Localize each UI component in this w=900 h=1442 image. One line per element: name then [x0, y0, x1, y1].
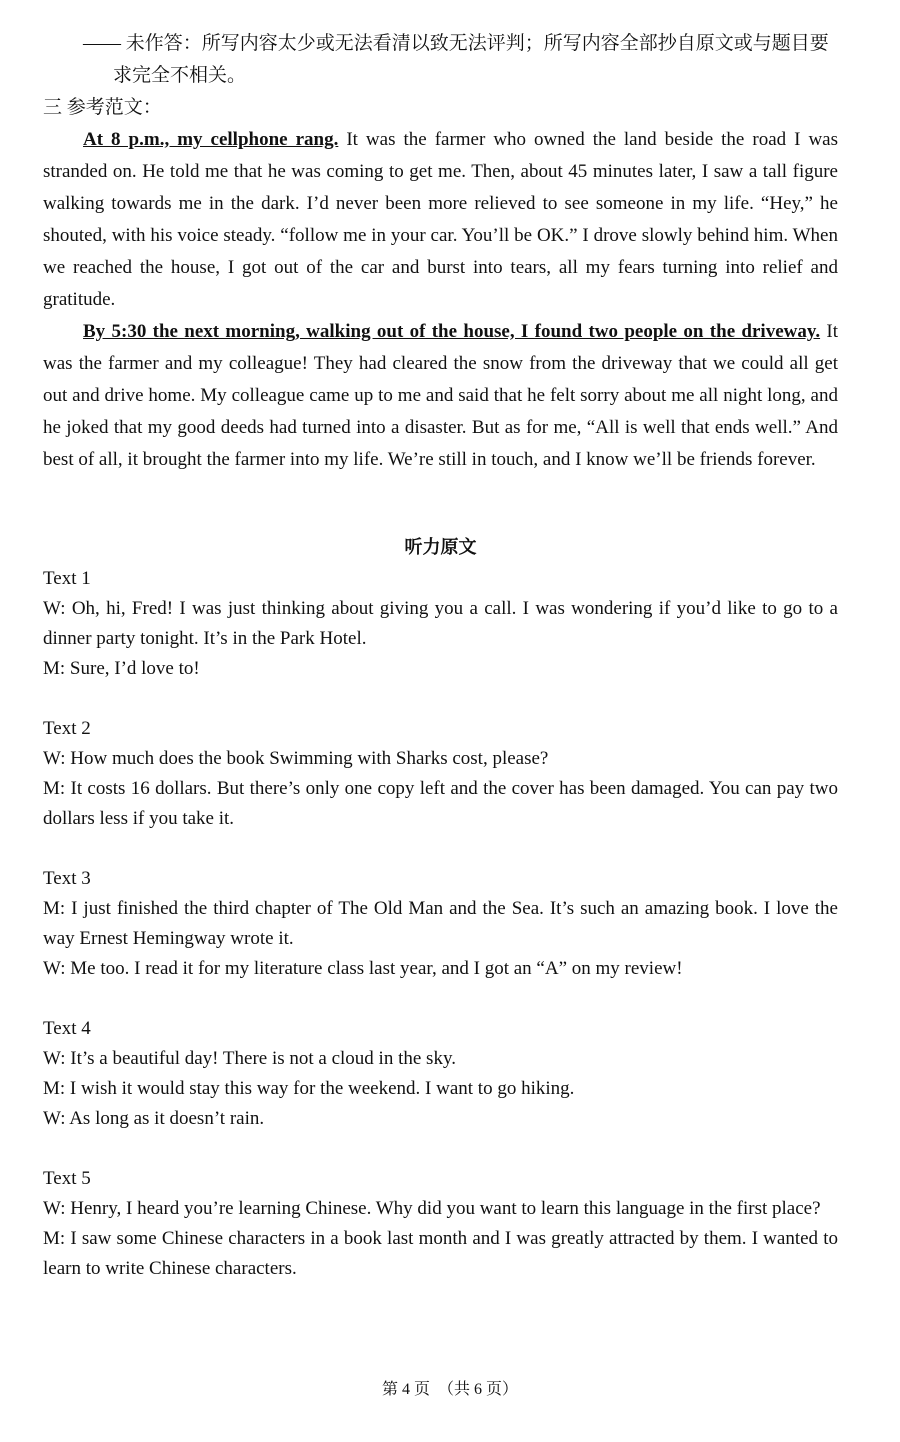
- dialogue-line: W: As long as it doesn’t rain.: [43, 1108, 265, 1129]
- essay-paragraph-1: [43, 124, 838, 316]
- section-heading-sample-essay: 三 参考范文：: [43, 97, 162, 118]
- essay-paragraph-2-lead: By 5:30 the next morning, walking out of the house, I found two people on the driveway.: [83, 321, 821, 342]
- text-label: Text 4: [43, 1018, 91, 1039]
- dialogue-line: M: It costs 16 dollars. But there’s only one copy left and the cover has been damaged. You can pay two dollars less if you take it.: [43, 778, 838, 829]
- listening-script-title: 听力原文: [404, 537, 477, 558]
- dialogue-line: W: How much does the book Swimming with Sharks cost, please?: [43, 748, 549, 769]
- listening-text-2: [43, 714, 838, 834]
- text-label: Text 5: [43, 1168, 91, 1189]
- dialogue-line: W: Oh, hi, Fred! I was just thinking about giving you a call. I was wondering if you’d like to go to a dinner party tonight. It’s in the Park Hotel.: [43, 598, 838, 649]
- dialogue-line: W: Henry, I heard you’re learning Chinese. Why did you want to learn this language in the first place?: [43, 1198, 821, 1219]
- listening-text-5: [43, 1164, 838, 1284]
- essay-paragraph-2: [43, 316, 838, 476]
- dialogue-line: M: I wish it would stay this way for the weekend. I want to go hiking.: [43, 1078, 575, 1099]
- listening-text-4: [43, 1014, 838, 1134]
- dialogue-line: W: Me too. I read it for my literature class last year, and I got an “A” on my review!: [43, 958, 683, 979]
- listening-text-1: [43, 564, 838, 684]
- essay-paragraph-1-lead: At 8 p.m., my cellphone rang.: [83, 129, 339, 150]
- listening-text-3: [43, 864, 838, 984]
- rubric-line: —— 未作答：所写内容太少或无法看清以致无法评判；所写内容全部抄自原文或与题目要求完全不相关。: [83, 33, 829, 86]
- dialogue-line: M: Sure, I’d love to!: [43, 658, 200, 679]
- document-page: [43, 28, 838, 1284]
- text-label: Text 2: [43, 718, 91, 739]
- essay-paragraph-1-body: It was the farmer who owned the land beside the road I was stranded on. He told me that he was coming to get me. Then, about 45 minutes later, I saw a tall figure walking towards me in the dark. I’d never been more relieved to see someone in my life. “Hey,” he shouted, with his voice steady. “follow me in your car. You’ll be OK.” I drove slowly behind him. When we reached the house, I got out of the car and burst into tears, all my fears turning into relief and gratitude.: [43, 129, 838, 310]
- page-footer: 第 4 页 （共 6 页）: [381, 1381, 518, 1398]
- text-label: Text 1: [43, 568, 91, 589]
- text-label: Text 3: [43, 868, 91, 889]
- dialogue-line: W: It’s a beautiful day! There is not a cloud in the sky.: [43, 1048, 456, 1069]
- dialogue-line: M: I just finished the third chapter of The Old Man and the Sea. It’s such an amazing book. I love the way Ernest Hemingway wrote it.: [43, 898, 838, 949]
- essay-paragraph-2-body: It was the farmer and my colleague! They had cleared the snow from the driveway that we could all get out and drive home. My colleague came up to me and said that he felt sorry about me all night long, and he joked that my good deeds had turned into a disaster. But as for me, “All is well that ends well.” And best of all, it brought the farmer into my life. We’re still in touch, and I know we’ll be friends forever.: [43, 321, 838, 470]
- dialogue-line: M: I saw some Chinese characters in a book last month and I was greatly attracted by them. I wanted to learn to write Chinese characters.: [43, 1228, 838, 1279]
